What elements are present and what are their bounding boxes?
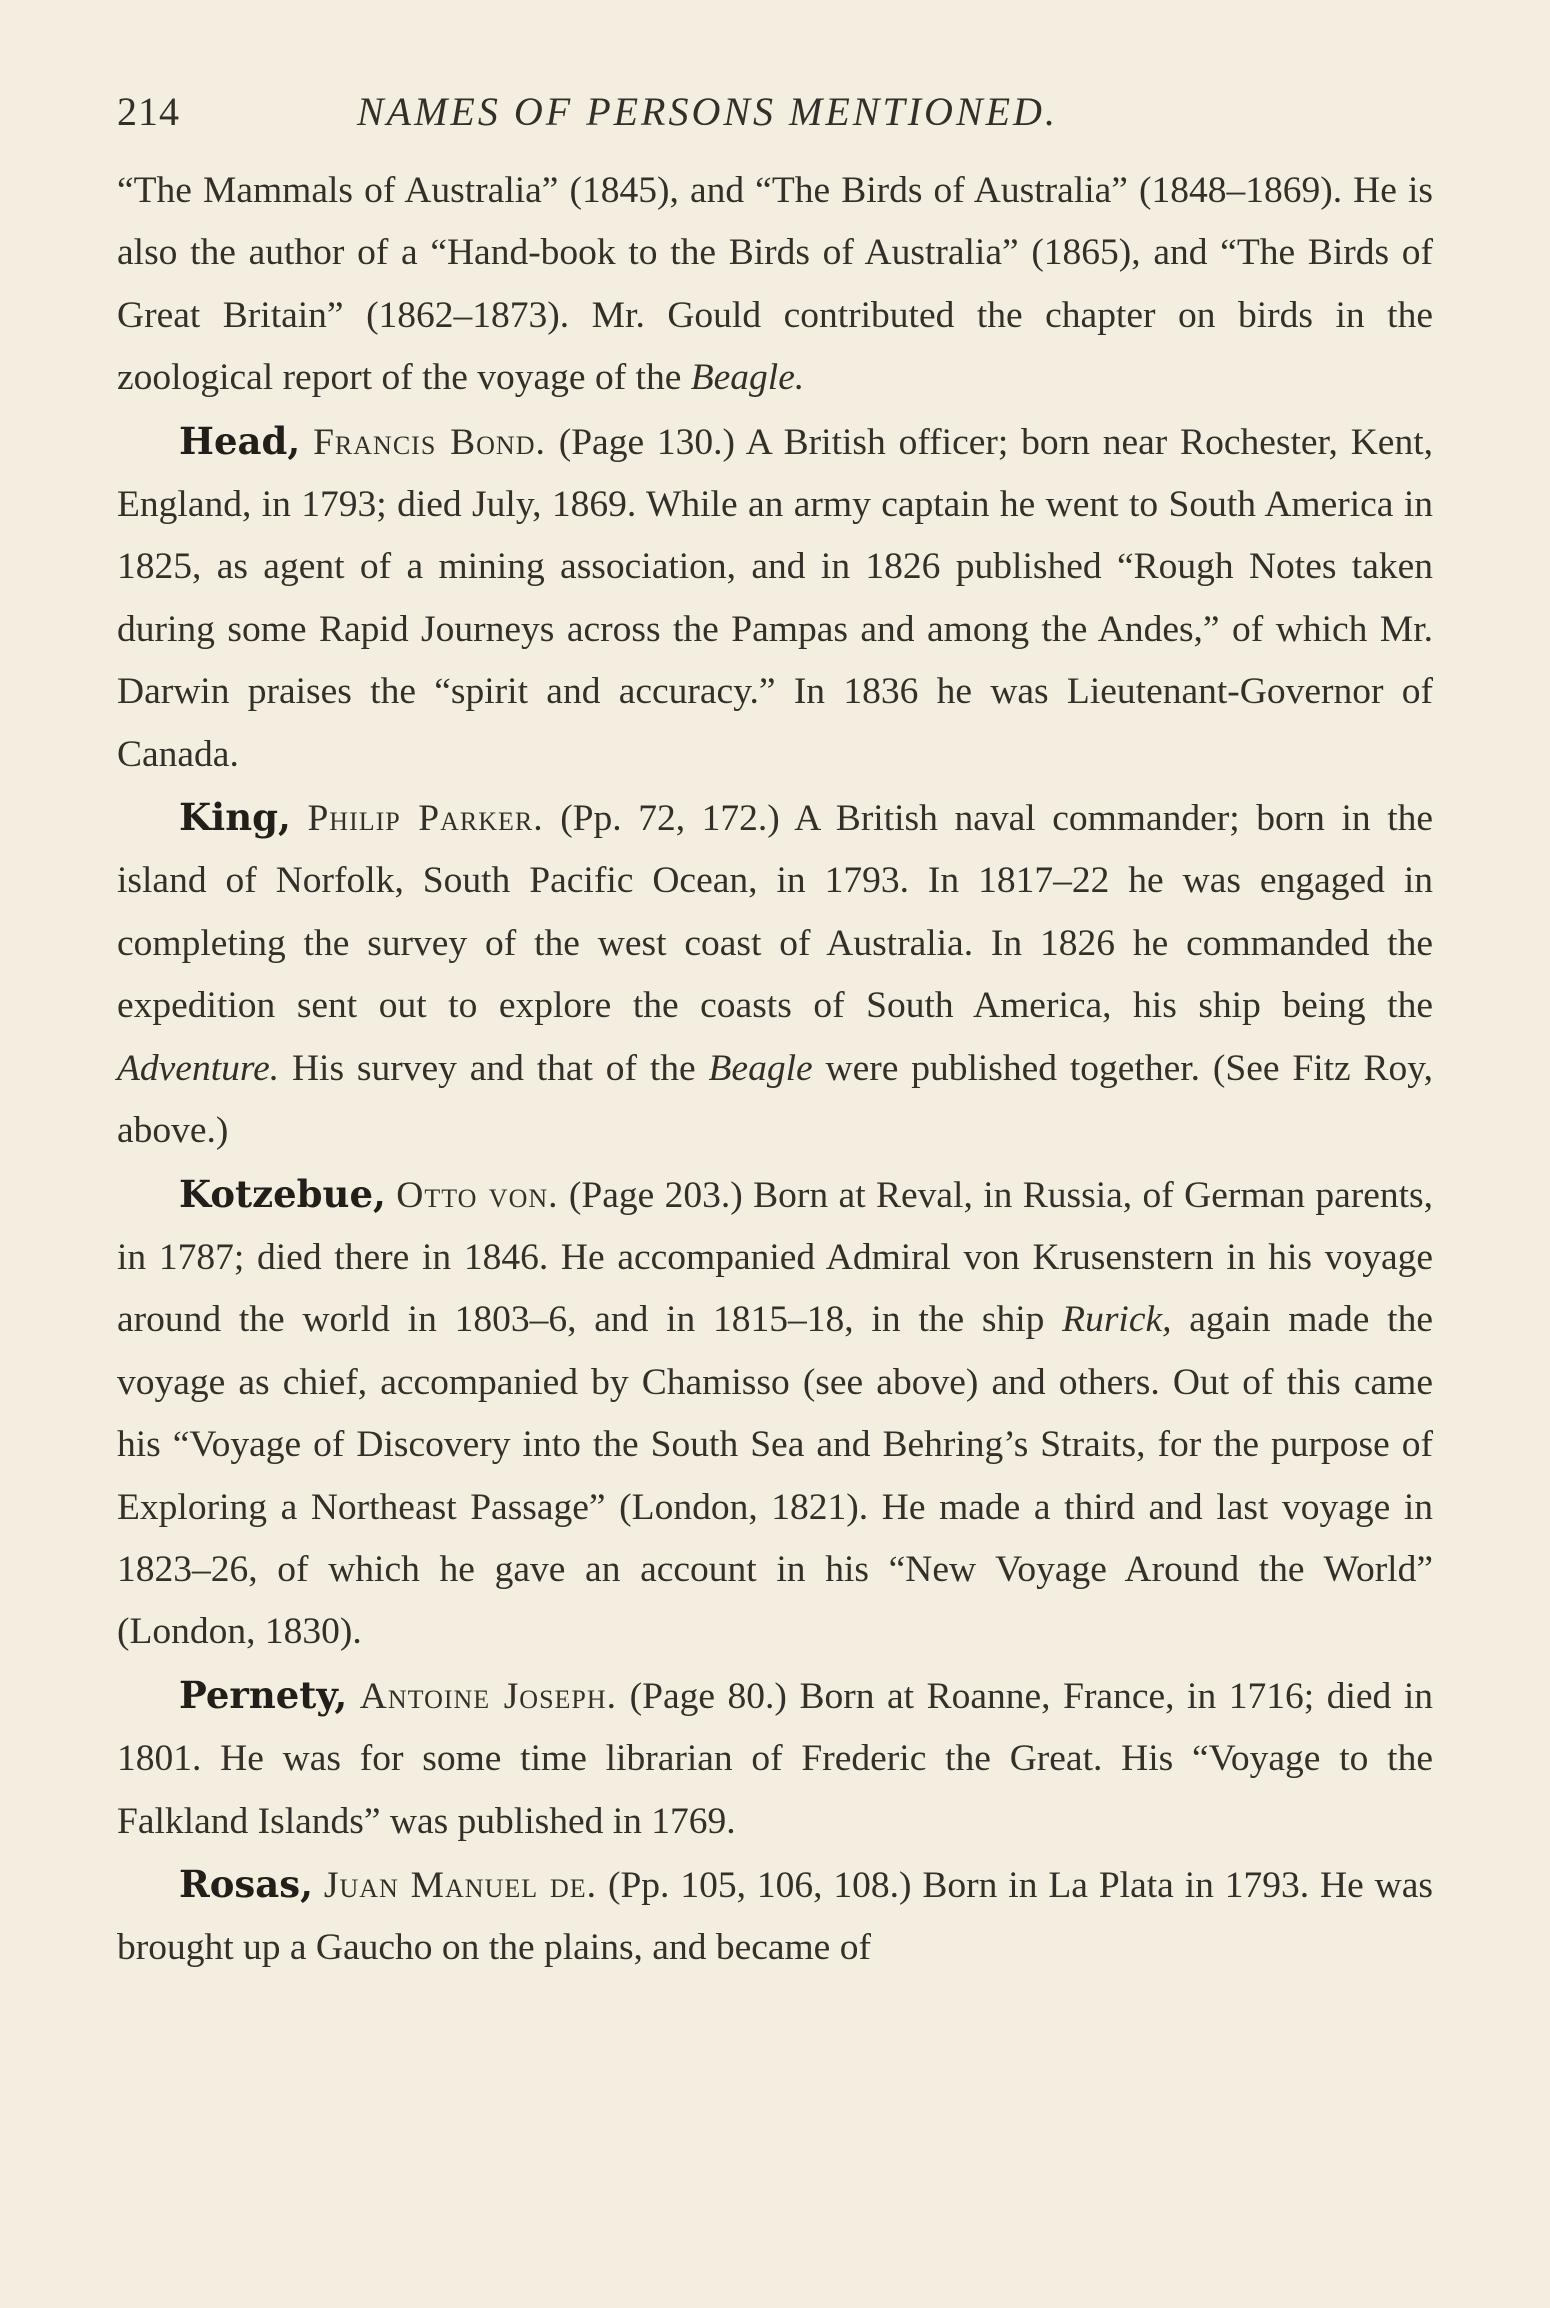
running-title: NAMES OF PERSONS MENTIONED.	[357, 89, 1058, 134]
entry-king	[117, 786, 1433, 1162]
entry-kotzebue	[117, 1163, 1433, 1664]
entry-surname: King,	[179, 795, 291, 840]
entry-text: (Pp. 72, 172.) A British naval commander; born in the island of Norfolk, South Pacific Ocean, in 1793. In 1817–22 he was engaged in completing the survey of the west coast of Australia. In 1826 he commanded the expedition sent out to explore the coasts of South America, his ship being the	[117, 798, 1434, 1027]
continued-paragraph	[117, 160, 1433, 410]
page-number: 214	[117, 89, 180, 134]
italic-ship-name: Beagle	[708, 1047, 813, 1089]
entry-head	[117, 410, 1433, 786]
entry-given-name: Philip Parker.	[307, 798, 544, 840]
entry-rosas	[117, 1853, 1433, 1980]
paragraph-text: “The Mammals of Australia” (1845), and “The Birds of Australia” (1848–1869). He is also the author of a “Hand-book to the Birds of Australia” (1865), and “The Birds of Great Britain” (1862–1873). Mr. Gould contributed the chapter on birds in the zoological report of the voyage of the	[117, 170, 1433, 399]
entry-text: His survey and that of the	[279, 1047, 709, 1089]
entry-surname: Rosas,	[179, 1861, 313, 1906]
running-head	[117, 70, 1433, 140]
entry-pernety	[117, 1664, 1433, 1853]
entry-surname: Head,	[179, 418, 301, 463]
entry-given-name: Francis Bond.	[313, 421, 546, 463]
text-body	[117, 160, 1433, 1980]
italic-ship-name: Rurick,	[1062, 1299, 1172, 1341]
entry-text: (Page 203.) Born at Reval, in Russia, of German parents, in 1787; died there in 1846. He accompanied Admiral von Krusenstern in his voyage around the world in 1803–6, and in 1815–18, in the ship	[117, 1174, 1434, 1341]
entry-text: (Page 130.) A British officer; born near Rochester, Kent, England, in 1793; died July, 1869. While an army captain he went to South America in 1825, as agent of a mining association, and in 1826 published “Rough Notes taken during some Rapid Journeys across the Pampas and among the Andes,” of which Mr. Darwin praises the “spirit and accuracy.” In 1836 he was Lieutenant-Governor of Canada.	[117, 421, 1433, 775]
entry-given-name: Juan Manuel de.	[323, 1864, 598, 1906]
entry-given-name: Antoine Joseph.	[359, 1675, 618, 1717]
entry-text: were published together. (See Fitz Roy, above.)	[117, 1047, 1433, 1152]
entry-text: (Page 80.) Born at Roanne, France, in 1716; died in 1801. He was for some time librarian of Frederic the Great. His “Voyage to the Falkland Islands” was published in 1769.	[117, 1675, 1434, 1842]
entry-given-name: Otto von.	[396, 1174, 559, 1216]
italic-title: Beagle.	[690, 357, 805, 399]
entry-text: (Pp. 105, 106, 108.) Born in La Plata in 1793. He was brought up a Gaucho on the plains, and became of	[117, 1864, 1433, 1969]
entry-surname: Kotzebue,	[179, 1171, 386, 1216]
italic-ship-name: Adventure.	[117, 1047, 280, 1089]
entry-surname: Pernety,	[179, 1672, 348, 1717]
entry-text: again made the voyage as chief, accompanied by Chamisso (see above) and others. Out of this came his “Voyage of Discovery into the South Sea and Behring’s Straits, for the purpose of Exploring a Northeast Passage” (London, 1821). He made a third and last voyage in 1823–26, of which he gave an account in his “New Voyage Around the World” (London, 1830).	[117, 1299, 1433, 1653]
